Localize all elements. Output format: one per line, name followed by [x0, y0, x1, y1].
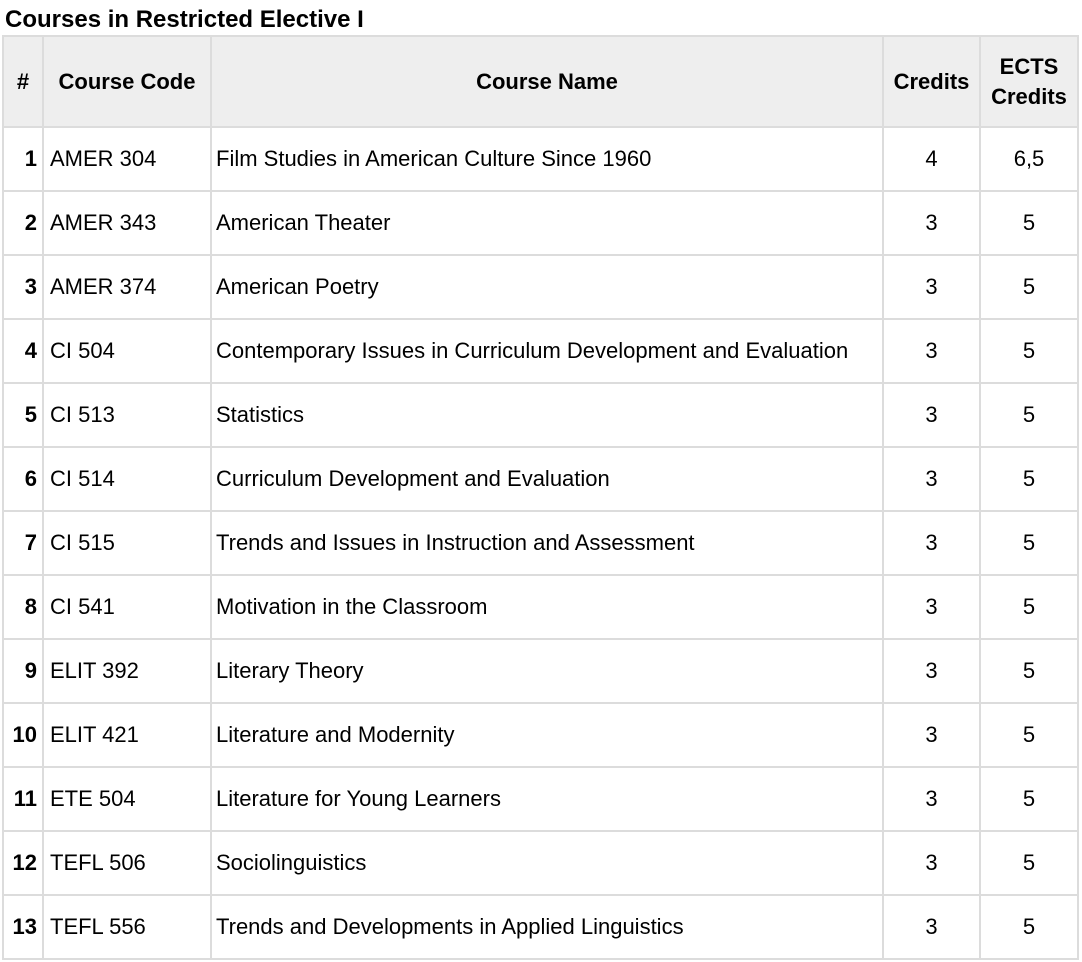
column-header-course-name: Course Name — [212, 37, 882, 126]
row-number: 11 — [4, 768, 42, 830]
ects-credits-cell: 6,5 — [981, 128, 1077, 190]
course-code-cell: CI 514 — [44, 448, 210, 510]
column-header-course-code: Course Code — [44, 37, 210, 126]
credits-cell: 3 — [884, 832, 979, 894]
row-number: 2 — [4, 192, 42, 254]
header-row — [4, 37, 1077, 126]
course-code-cell: CI 504 — [44, 320, 210, 382]
credits-cell: 3 — [884, 512, 979, 574]
row-number: 10 — [4, 704, 42, 766]
table-header — [4, 37, 1077, 126]
course-name-cell: American Poetry — [212, 256, 882, 318]
row-number: 13 — [4, 896, 42, 958]
course-name-cell: Trends and Developments in Applied Linguistics — [212, 896, 882, 958]
course-code-cell: TEFL 506 — [44, 832, 210, 894]
course-code-cell: TEFL 556 — [44, 896, 210, 958]
row-number: 1 — [4, 128, 42, 190]
credits-cell: 3 — [884, 896, 979, 958]
table-row — [4, 384, 1077, 446]
row-number: 9 — [4, 640, 42, 702]
course-name-cell: Curriculum Development and Evaluation — [212, 448, 882, 510]
table-row — [4, 320, 1077, 382]
ects-credits-cell: 5 — [981, 320, 1077, 382]
credits-cell: 3 — [884, 256, 979, 318]
course-code-cell: ELIT 392 — [44, 640, 210, 702]
course-table-body — [4, 128, 1077, 958]
course-name-cell: Literature and Modernity — [212, 704, 882, 766]
table-row — [4, 256, 1077, 318]
ects-credits-cell: 5 — [981, 448, 1077, 510]
table-row — [4, 896, 1077, 958]
credits-cell: 3 — [884, 192, 979, 254]
table-row — [4, 704, 1077, 766]
row-number: 5 — [4, 384, 42, 446]
courses-table — [2, 35, 1079, 960]
course-name-cell: Statistics — [212, 384, 882, 446]
ects-credits-cell: 5 — [981, 576, 1077, 638]
table-row — [4, 640, 1077, 702]
ects-credits-cell: 5 — [981, 256, 1077, 318]
page-title: Courses in Restricted Elective I — [5, 6, 364, 33]
course-name-cell: Trends and Issues in Instruction and Assessment — [212, 512, 882, 574]
row-number: 3 — [4, 256, 42, 318]
credits-cell: 3 — [884, 384, 979, 446]
row-number: 4 — [4, 320, 42, 382]
ects-credits-cell: 5 — [981, 704, 1077, 766]
course-code-cell: AMER 304 — [44, 128, 210, 190]
course-code-cell: AMER 374 — [44, 256, 210, 318]
course-code-cell: CI 513 — [44, 384, 210, 446]
ects-credits-cell: 5 — [981, 384, 1077, 446]
course-code-cell: ELIT 421 — [44, 704, 210, 766]
course-name-cell: Literary Theory — [212, 640, 882, 702]
credits-cell: 3 — [884, 640, 979, 702]
course-code-cell: ETE 504 — [44, 768, 210, 830]
table-row — [4, 768, 1077, 830]
ects-credits-cell: 5 — [981, 832, 1077, 894]
credits-cell: 3 — [884, 320, 979, 382]
ects-credits-cell: 5 — [981, 768, 1077, 830]
course-name-cell: Motivation in the Classroom — [212, 576, 882, 638]
row-number: 8 — [4, 576, 42, 638]
ects-credits-cell: 5 — [981, 896, 1077, 958]
credits-cell: 4 — [884, 128, 979, 190]
credits-cell: 3 — [884, 768, 979, 830]
course-name-cell: Contemporary Issues in Curriculum Development and Evaluation — [212, 320, 882, 382]
course-code-cell: CI 541 — [44, 576, 210, 638]
table-row — [4, 512, 1077, 574]
course-code-cell: AMER 343 — [44, 192, 210, 254]
table-row — [4, 128, 1077, 190]
row-number: 6 — [4, 448, 42, 510]
ects-credits-cell: 5 — [981, 512, 1077, 574]
row-number: 7 — [4, 512, 42, 574]
course-name-cell: American Theater — [212, 192, 882, 254]
ects-credits-cell: 5 — [981, 640, 1077, 702]
table-row — [4, 576, 1077, 638]
row-number: 12 — [4, 832, 42, 894]
column-header-number: # — [4, 37, 42, 126]
course-name-cell: Sociolinguistics — [212, 832, 882, 894]
credits-cell: 3 — [884, 576, 979, 638]
column-header-credits: Credits — [884, 37, 979, 126]
credits-cell: 3 — [884, 448, 979, 510]
course-code-cell: CI 515 — [44, 512, 210, 574]
credits-cell: 3 — [884, 704, 979, 766]
course-name-cell: Literature for Young Learners — [212, 768, 882, 830]
table-row — [4, 448, 1077, 510]
column-header-ects-credits: ECTS Credits — [981, 37, 1077, 126]
table-row — [4, 192, 1077, 254]
table-row — [4, 832, 1077, 894]
course-name-cell: Film Studies in American Culture Since 1960 — [212, 128, 882, 190]
ects-credits-cell: 5 — [981, 192, 1077, 254]
